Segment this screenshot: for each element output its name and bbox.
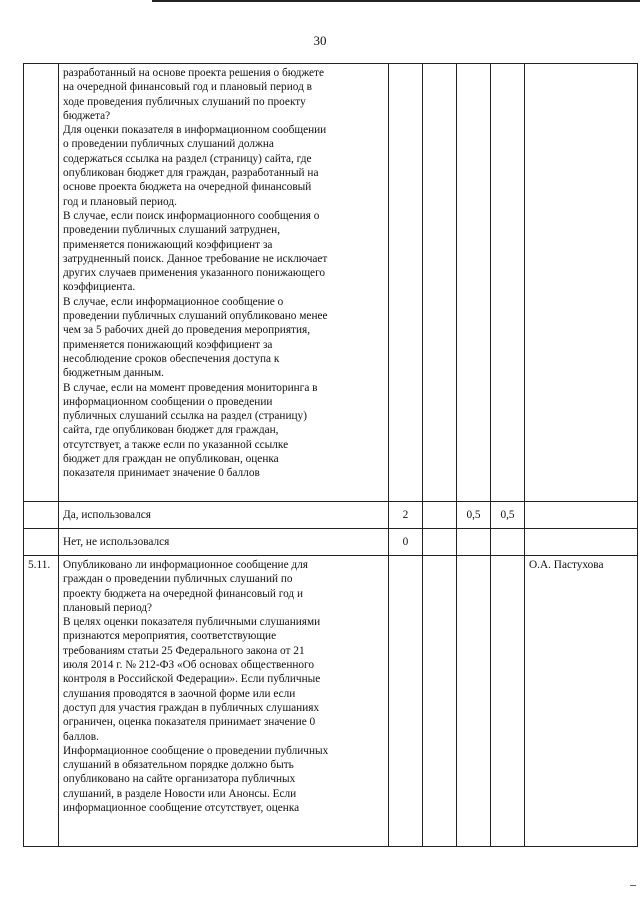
value-cell: 0,5 [491,502,525,529]
answer-option-cell: Да, использовался [59,502,389,529]
score-cell [389,64,423,502]
value-cell [423,64,457,502]
value-cell [491,529,525,556]
edge-mark [630,885,636,886]
score-cell: 0 [389,529,423,556]
responsible-cell: О.А. Пастухова [525,556,638,847]
criterion-text-cell: разработанный на основе проекта решения о бюджете на очередной финансовый год и плановый период в ходе проведения публичных слушаний по проекту бюджета? Для оценки показателя в информационном сообщении о проведении публичных слушаний должна содержаться ссылка на раздел (страницу) сайта, где опубликован бюджет для граждан, разработанный на основе проекта бюджета на очередной финансовый год и плановый период. В случае, если поиск информационного сообщения о проведении публичных слушаний затруднен, применяется понижающий коэффициент за затрудненный поиск. Данное требование не исключает других случаев применения указанного понижающего коэффициента. В случае, если информационное сообщение о проведении публичных слушаний опубликовано менее чем за 5 рабочих дней до проведения мероприятия, применяется понижающий коэффициент за несоблюдение сроков обеспечения доступа к бюджетным данным. В случае, если на момент проведения мониторинга в информационном сообщении о проведении публичных слушаний ссылка на раздел (страницу) сайта, где опубликован бюджет для граждан, отсутствует, а также если по указанной ссылке бюджет для граждан не опубликован, оценка показателя принимает значение 0 баллов [59,64,389,502]
page-number: 30 [313,33,327,48]
value-cell [423,556,457,847]
table-row [24,502,638,529]
table-row [24,529,638,556]
row-number-cell [24,64,59,502]
responsible-cell [525,64,638,502]
top-rule [152,0,640,2]
value-cell [457,529,491,556]
row-number-cell [24,502,59,529]
responsible-cell [525,502,638,529]
row-number-cell [24,529,59,556]
criteria-table [23,63,638,847]
value-cell [457,556,491,847]
table-row [24,64,638,502]
criterion-text-cell: Опубликовано ли информационное сообщение для граждан о проведении публичных слушаний по проекту бюджета на очередной финансовый год и плановый период? В целях оценки показателя публичными слушаниями признаются мероприятия, соответствующие требованиям статьи 25 Федерального закона от 21 июля 2014 г. № 212-ФЗ «Об основах общественного контроля в Российской Федерации». Если публичные слушания проводятся в заочной форме или если доступ для участия граждан в публичных слушаниях ограничен, оценка показателя принимает значение 0 баллов. Информационное сообщение о проведении публичных слушаний в обязательном порядке должно быть опубликовано на сайте организатора публичных слушаний, в разделе Новости или Анонсы. Если информационное сообщение отсутствует, оценка [59,556,389,847]
score-cell [389,556,423,847]
value-cell [491,64,525,502]
value-cell: 0,5 [457,502,491,529]
score-cell: 2 [389,502,423,529]
row-number-cell: 5.11. [24,556,59,847]
answer-option-cell: Нет, не использовался [59,529,389,556]
value-cell [423,502,457,529]
value-cell [491,556,525,847]
responsible-cell [525,529,638,556]
table-row [24,556,638,847]
value-cell [423,529,457,556]
value-cell [457,64,491,502]
